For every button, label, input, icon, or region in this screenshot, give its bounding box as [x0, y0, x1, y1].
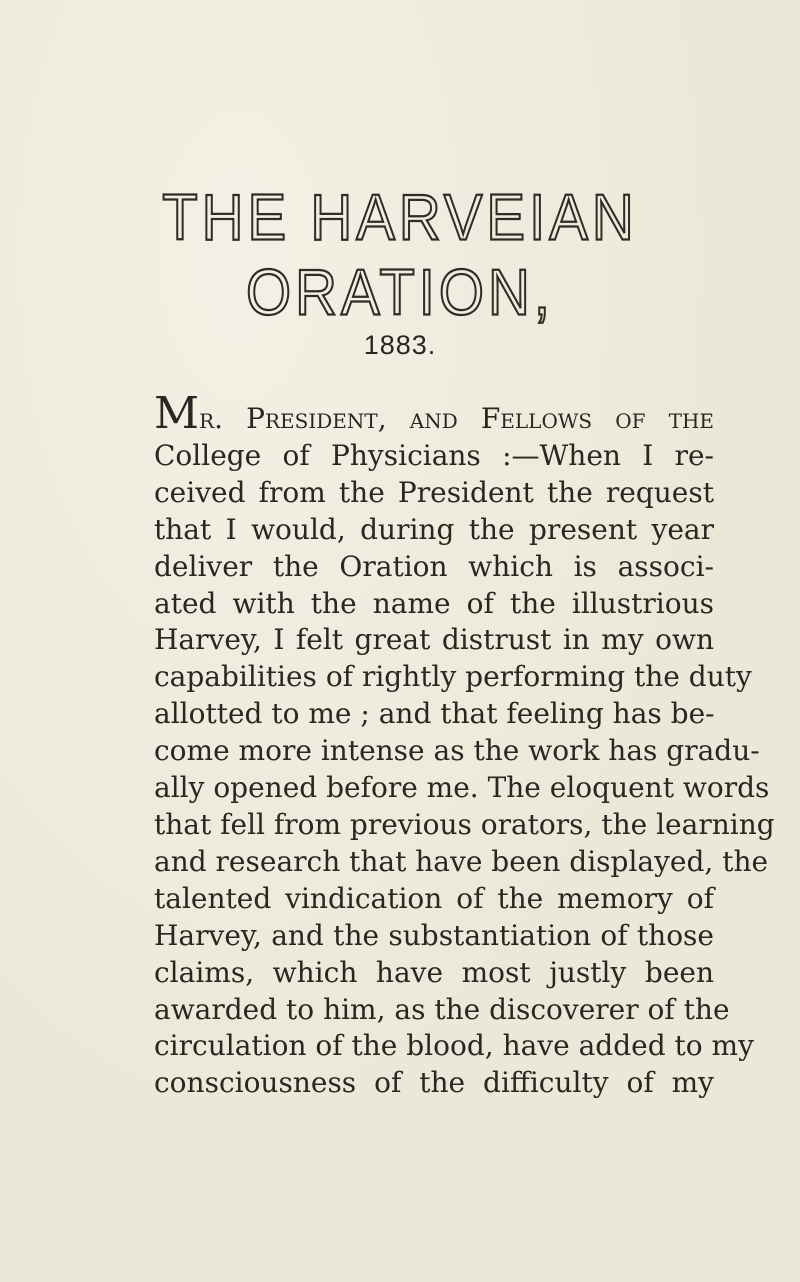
- text-line: that fell from previous orators, the learning: [154, 807, 775, 841]
- text-line: come more intense as the work has gradu-: [154, 734, 760, 768]
- drop-initial: M: [154, 388, 200, 439]
- text-line: ated with the name of the illustrious: [154, 586, 714, 620]
- text-line: circulation of the blood, have added to my: [154, 1029, 754, 1063]
- text-line: [154, 388, 714, 439]
- text-line: College of Physicians :—When I re-: [154, 438, 714, 472]
- text-line: Harvey, I felt great distrust in my own: [154, 623, 714, 657]
- text-line: that I would, during the present year: [154, 512, 714, 546]
- oration-text: [154, 388, 775, 1102]
- text-line: capabilities of rightly performing the duty: [154, 660, 752, 694]
- text-line: claims, which have most justly been: [154, 955, 714, 989]
- opening-words: r. President, and Fellows of the: [199, 402, 714, 435]
- text-line: ally opened before me. The eloquent words: [154, 771, 770, 805]
- page-title: THE HARVEIAN ORATION,: [162, 181, 638, 329]
- text-line: ceived from the President the request: [154, 475, 714, 509]
- text-line: awarded to him, as the discoverer of the: [154, 992, 730, 1026]
- text-line: Harvey, and the substantiation of those: [154, 918, 714, 952]
- text-line: and research that have been displayed, the: [154, 844, 769, 878]
- text-line: deliver the Oration which is associ-: [154, 549, 714, 583]
- text-line: allotted to me ; and that feeling has be-: [154, 697, 715, 731]
- text-line: talented vindication of the memory of: [154, 881, 714, 915]
- year: 1883.: [363, 330, 437, 360]
- text-line: consciousness of the difficulty of my: [154, 1066, 714, 1100]
